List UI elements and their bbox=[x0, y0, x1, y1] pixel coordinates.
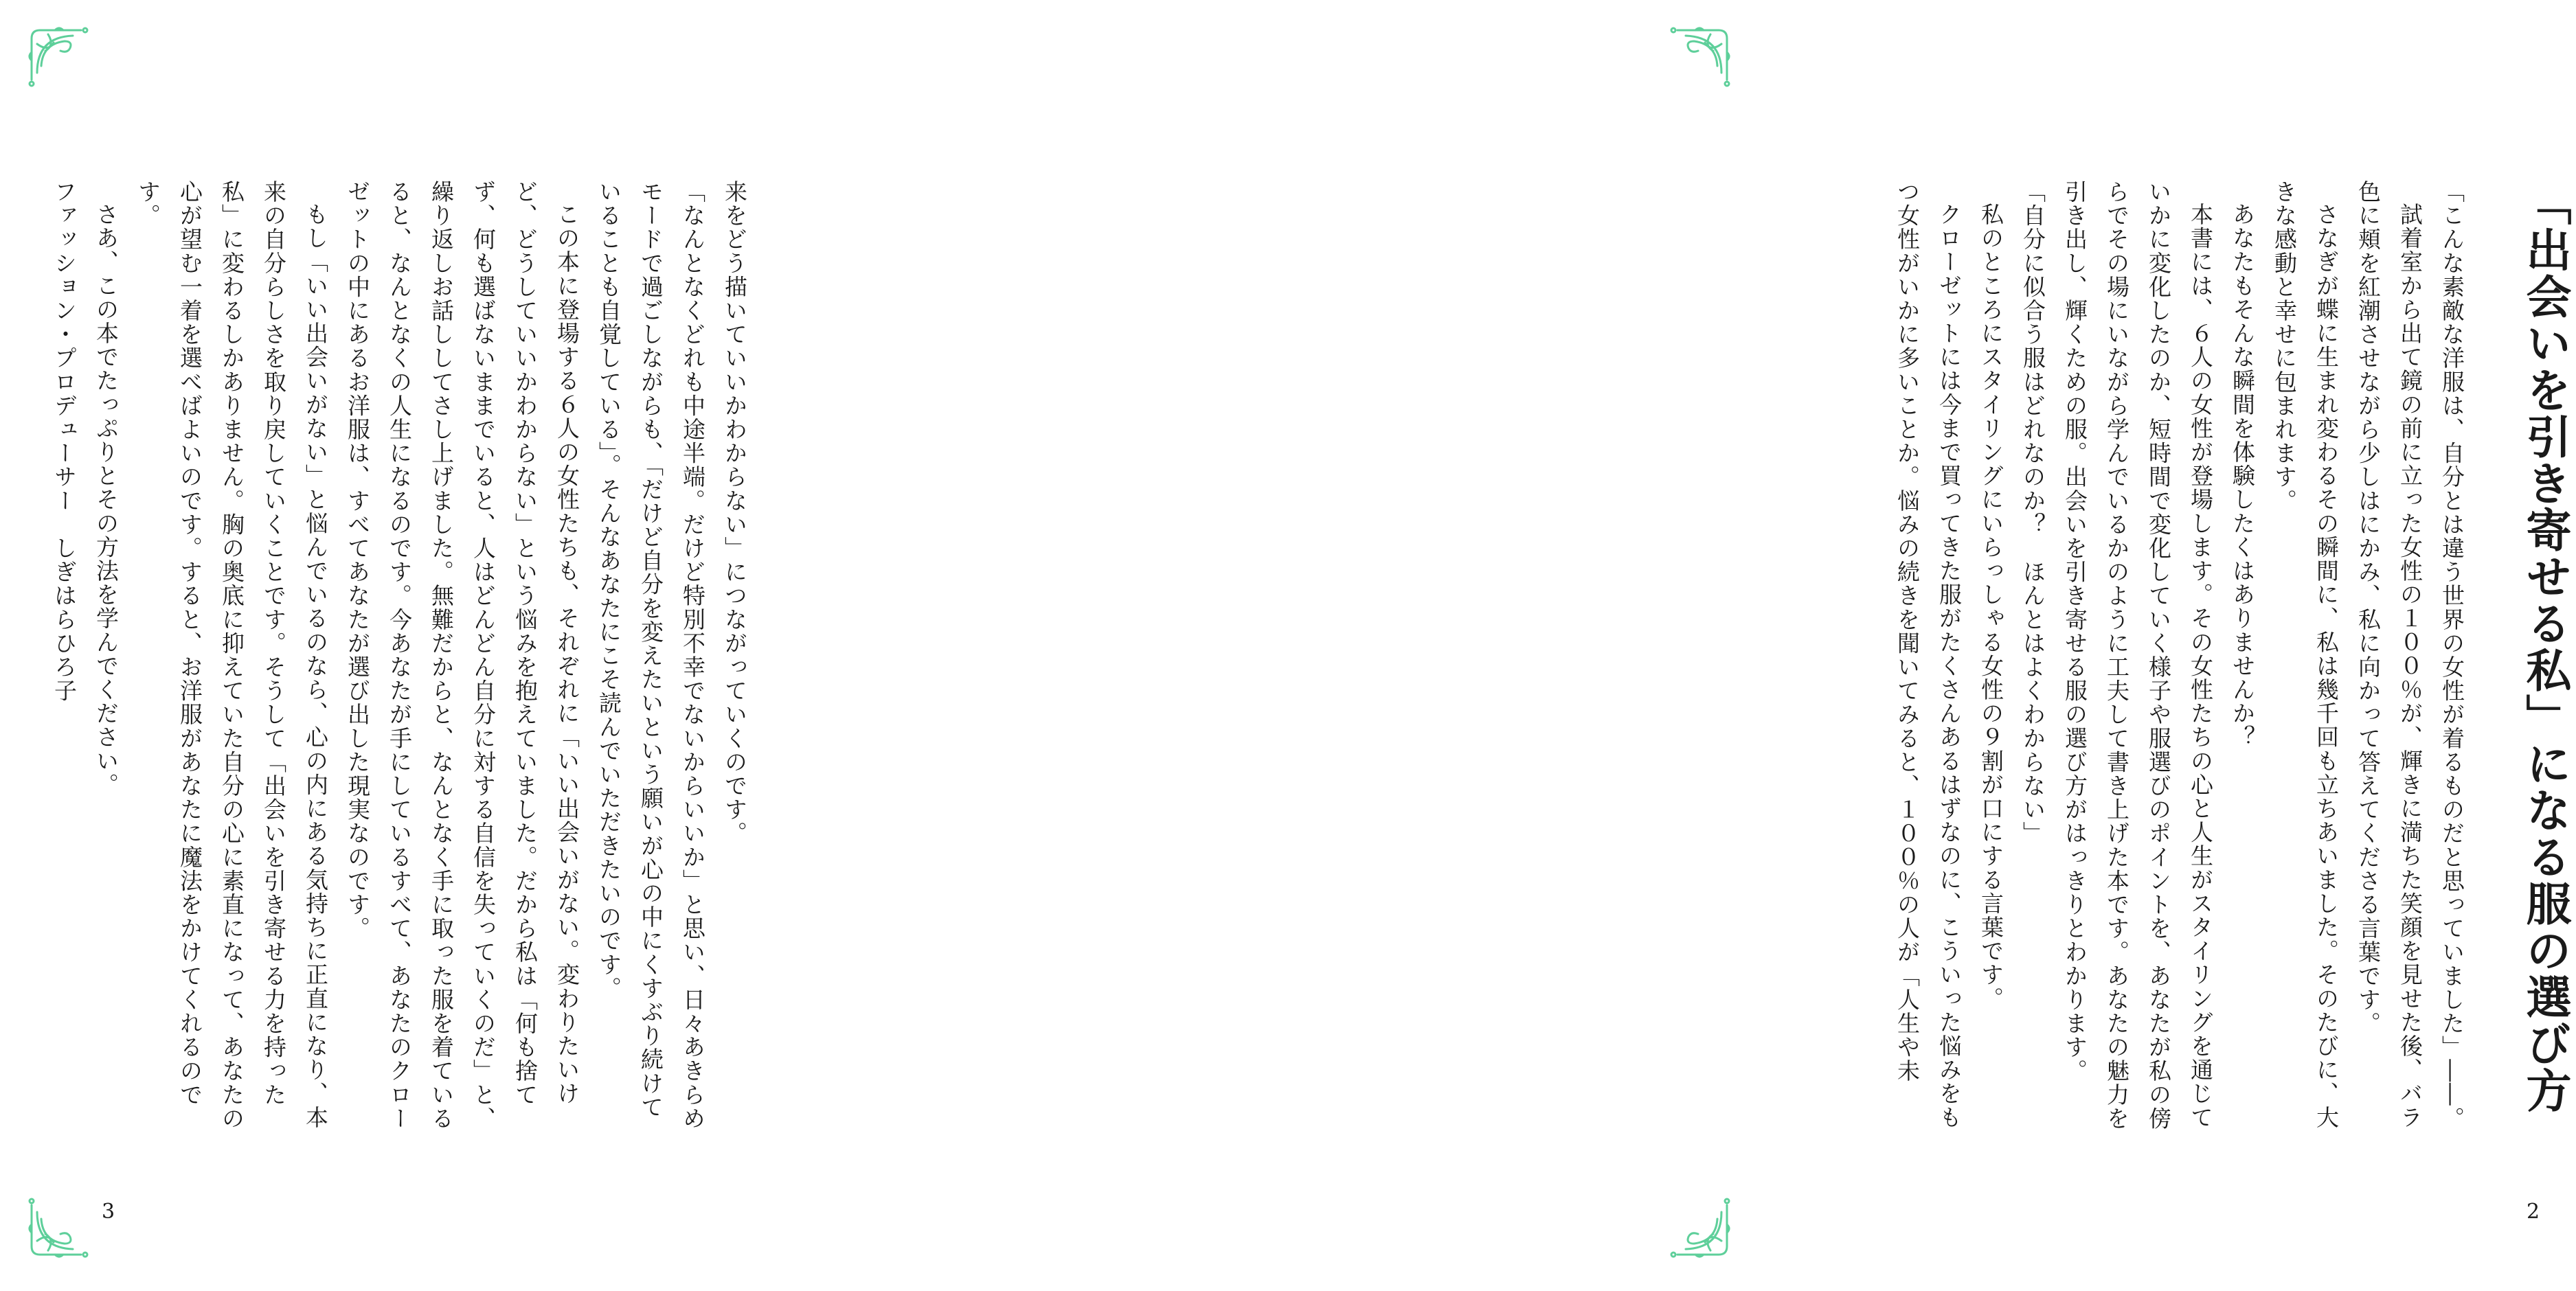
paragraph: さなぎが蝶に生まれ変わるその瞬間に、私は幾千回も立ちあいました。そのたびに、大きな感動と幸せに包まれます。 bbox=[2271, 180, 2340, 1130]
left-page-body bbox=[51, 180, 756, 1134]
chapter-title: 「出会いを引き寄せる私」になる服の選び方 bbox=[2518, 180, 2572, 1114]
paragraph: もし「いい出会いがない」と悩んでいるのなら、心の内にある気持ちに正直になり、本来の自分らしさを取り戻していくことです。そうして「出会いを引き寄せる力を持った私」に変わるしかありません。胸の奥底に抑えていた自分の心に素直になって、あなたの心が望む一着を選べばよいのです。すると、お洋服があなたに魔法をかけてくれるのです。 bbox=[135, 180, 329, 1130]
right-page-body bbox=[1848, 180, 2473, 1134]
paragraph: さあ、この本でたっぷりとその方法を学んでください。 bbox=[93, 203, 120, 797]
right-page bbox=[879, 0, 2572, 1291]
paragraph: 「こんな素敵な洋服は、自分とは違う世界の女性が着るものだと思っていました」――。 bbox=[2439, 180, 2465, 1130]
paragraph: クローゼットには今まで買ってきた服がたくさんあるはずなのに、こういった悩みをもつ女性がいかに多いことか。悩みの続きを聞いてみると、１００％の人が「人生や未 bbox=[1894, 180, 1963, 1130]
left-page bbox=[0, 0, 879, 1291]
page-number: 2 bbox=[2527, 1200, 2540, 1224]
paragraph: あなたもそんな瞬間を体験したくはありませんか？ bbox=[2229, 203, 2256, 749]
page-number: 3 bbox=[102, 1200, 115, 1224]
paragraph: この本に登場する６人の女性たちも、それぞれに「いい出会いがない。変わりたいけど、どうしていいかわからない」という悩みを抱えていました。だから私は「何も捨てず、何も選ばないままでいると、人はどんどん自分に対する自信を失っていくのだ」と、繰り返しお話ししてさし上げました。無難だからと、なんとなく手に取った服を着ているると、なんとなくの人生になるのです。今あなたが手にしているすべて、あなたのクローゼットの中にあるお洋服は、すべてあなたが選び出した現実なのです。 bbox=[344, 180, 580, 1130]
corner-flourish-icon bbox=[27, 1198, 89, 1260]
paragraph: 「自分に似合う服はどれなのか？ ほんとはよくわからない」 bbox=[2020, 180, 2046, 845]
paragraph: 本書には、６人の女性が登場します。その女性たちの心と人生がスタイリングを通じていかに変化したのか、短時間で変化していく様子や服選びのポイントを、あなたが私の傍らでその場にいながら学んでいるかのように工夫して書き上げた本です。あなたの魅力を引き出し、輝くための服。出会いを引き寄せる服の選び方がはっきりとわかります。 bbox=[2061, 180, 2214, 1130]
paragraph: 来をどう描いていいかわからない」につながっていくのです。 bbox=[721, 180, 748, 845]
paragraph: 「なんとなくどれも中途半端。だけど特別不幸でないからいいか」と思い、日々あきらめモードで過ごしながらも、「だけど自分を変えたいという願いが心の中にくすぶり続けていることも自覚している」。そんなあなたにこそ読んでいただきたいのです。 bbox=[596, 180, 706, 1130]
corner-flourish-icon bbox=[27, 25, 89, 87]
paragraph: 試着室から出て鏡の前に立った女性の１００％が、輝きに満ちた笑顔を見せた後、バラ色に頬を紅潮させながら少しはにかみ、私に向かって答えてくださる言葉です。 bbox=[2355, 180, 2424, 1130]
corner-flourish-icon bbox=[1669, 1198, 1731, 1260]
paragraph: 私のところにスタイリングにいらっしゃる女性の９割が口にする言葉です。 bbox=[1978, 203, 2004, 1011]
corner-flourish-icon bbox=[1669, 25, 1731, 87]
author-signature: ファッション・プロデューサー しぎはらひろ子 bbox=[51, 180, 78, 703]
